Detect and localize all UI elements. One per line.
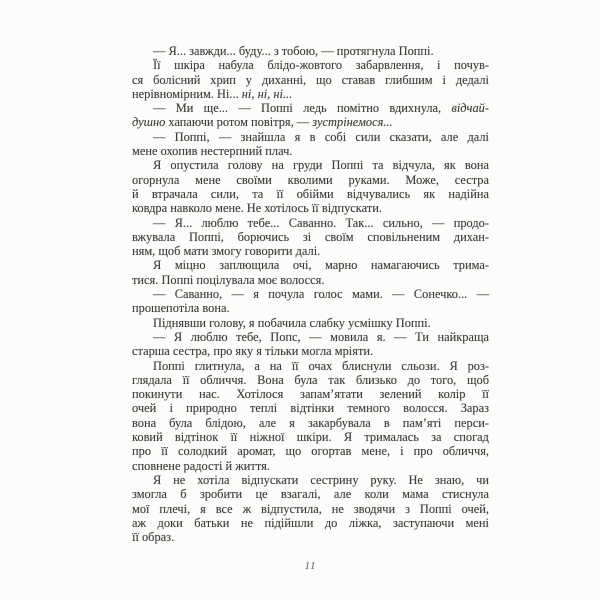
text-segment: Її шкіра набула блідо-жовтого забарвлення, і почув- [153,58,489,73]
text-segment: — Поппі, — знайшла я в собі сили сказати, але далі [153,129,489,144]
text-segment: сповнене радості й життя. [132,458,270,473]
paragraph [132,44,489,58]
text-segment: Я не хотіла відпускати сестрину руку. Не знаю, чи [153,472,489,487]
text-line [132,387,489,401]
text-line [132,487,489,501]
text-segment: вжувала Поппі, борючись зі своїм сповільненим дихан- [132,229,489,244]
text-segment: покинути нас. Хотілося запам’ятати зелений колір її [132,387,489,402]
text-line [132,58,489,72]
text-line [132,473,489,487]
paragraph [132,473,489,544]
text-segment: — Я... завжди... буду... з тобою, — протягнула Поппі. [153,44,434,58]
text-segment: мене охопив нестерпний плач. [132,144,293,159]
text-segment: — Ми ще... — Поппі ледь помітно вдихнула, [153,101,452,116]
text-line [132,87,489,101]
paragraph [132,216,489,259]
text-line [132,44,489,58]
text-line [132,516,489,530]
text-line [132,401,489,415]
text-line [132,430,489,444]
text-line [132,258,489,272]
text-line [132,416,489,430]
text-segment: огорнула мене своїми кволими руками. Може, сестра [132,172,489,187]
text-segment: — Саванно, — я почула голос мами. — Сонечко... — [153,287,489,302]
italic-text-segment: зустрінемося... [312,115,393,130]
text-line [132,187,489,201]
text-line [132,230,489,244]
text-line [132,444,489,458]
text-line [132,344,489,358]
text-segment: хапаючи ротом повітря, — [165,115,313,130]
text-segment: старша сестра, про яку я тільки могла мріяти. [132,344,374,359]
text-segment: й втрачала сили, та її обійми відчувались як надійна [132,186,489,201]
page-number: 11 [304,561,317,572]
paragraph [132,130,489,159]
text-segment: Піднявши голову, я побачила слабку усмішку Поппі. [153,315,431,330]
text-line [132,130,489,144]
paragraph [132,287,489,316]
text-segment: — Я... люблю тебе... Саванно. Так... сильно, — продо- [153,215,489,230]
text-segment: ся болісний хрип у диханні, що ставав глибшим і дедалі [132,72,489,87]
text-segment: мої плечі, я все ж відпустила, не зводячи з Поппі очей, [132,501,489,516]
text-line [132,301,489,315]
text-line [132,287,489,301]
text-line [132,73,489,87]
paragraph [132,359,489,473]
text-line [132,201,489,215]
text-segment: прошепотіла вона. [132,301,230,316]
text-line [132,115,489,129]
text-segment: змогла б зробити це взагалі, але коли мама стиснула [132,487,489,502]
paragraph [132,330,489,359]
italic-text-segment: відчай- [451,101,489,116]
text-line [132,316,489,330]
text-line [132,101,489,115]
text-segment: ням, щоб мати змогу говорити далі. [132,244,321,259]
text-line [132,173,489,187]
paragraph [132,58,489,101]
text-line [132,373,489,387]
text-line [132,273,489,287]
text-segment: про її солодкий аромат, що огортав мене, і про обличчя, [132,444,489,459]
body-text [132,44,489,544]
text-line [132,502,489,516]
paragraph [132,258,489,287]
paragraph [132,101,489,130]
text-segment: глядала її обличчя. Вона була так близько до того, щоб [132,372,489,387]
text-segment: вона була блідою, але я закарбувала в пам’яті перси- [132,415,489,430]
text-segment: Поппі глитнула, а на її очах блиснули сльози. Я роз- [153,358,489,373]
text-line [132,459,489,473]
text-line [132,216,489,230]
text-segment: Я опустила голову на груди Поппі та відчула, як вона [153,158,489,173]
text-segment: Я міцно заплющила очі, марно намагаючись трима- [153,258,489,273]
text-segment: ковий відтінок її ніжної шкіри. Я трималась за спогад [132,430,489,445]
text-line [132,244,489,258]
text-segment: — Я люблю тебе, Попс, — мовила я. — Ти найкраща [153,329,489,344]
text-line [132,330,489,344]
text-segment: тися. Поппі поцілувала моє волосся. [132,272,325,287]
text-segment: аж доки батьки не підійшли до ліжка, заступаючи мені [132,515,489,530]
text-line [132,530,489,544]
italic-text-segment: ні, ні, ні... [241,86,293,101]
paragraph [132,316,489,330]
text-line [132,158,489,172]
text-line [132,144,489,158]
text-segment: її образ. [132,530,175,545]
italic-text-segment: душно [132,115,166,130]
text-segment: нерівномірним. Ні... [132,86,242,101]
text-segment: очей і природно теплі відтінки темного волосся. Зараз [132,401,489,416]
text-segment: ковдра навколо мене. Не хотілось її відпускати. [132,201,382,216]
paragraph [132,158,489,215]
text-line [132,359,489,373]
